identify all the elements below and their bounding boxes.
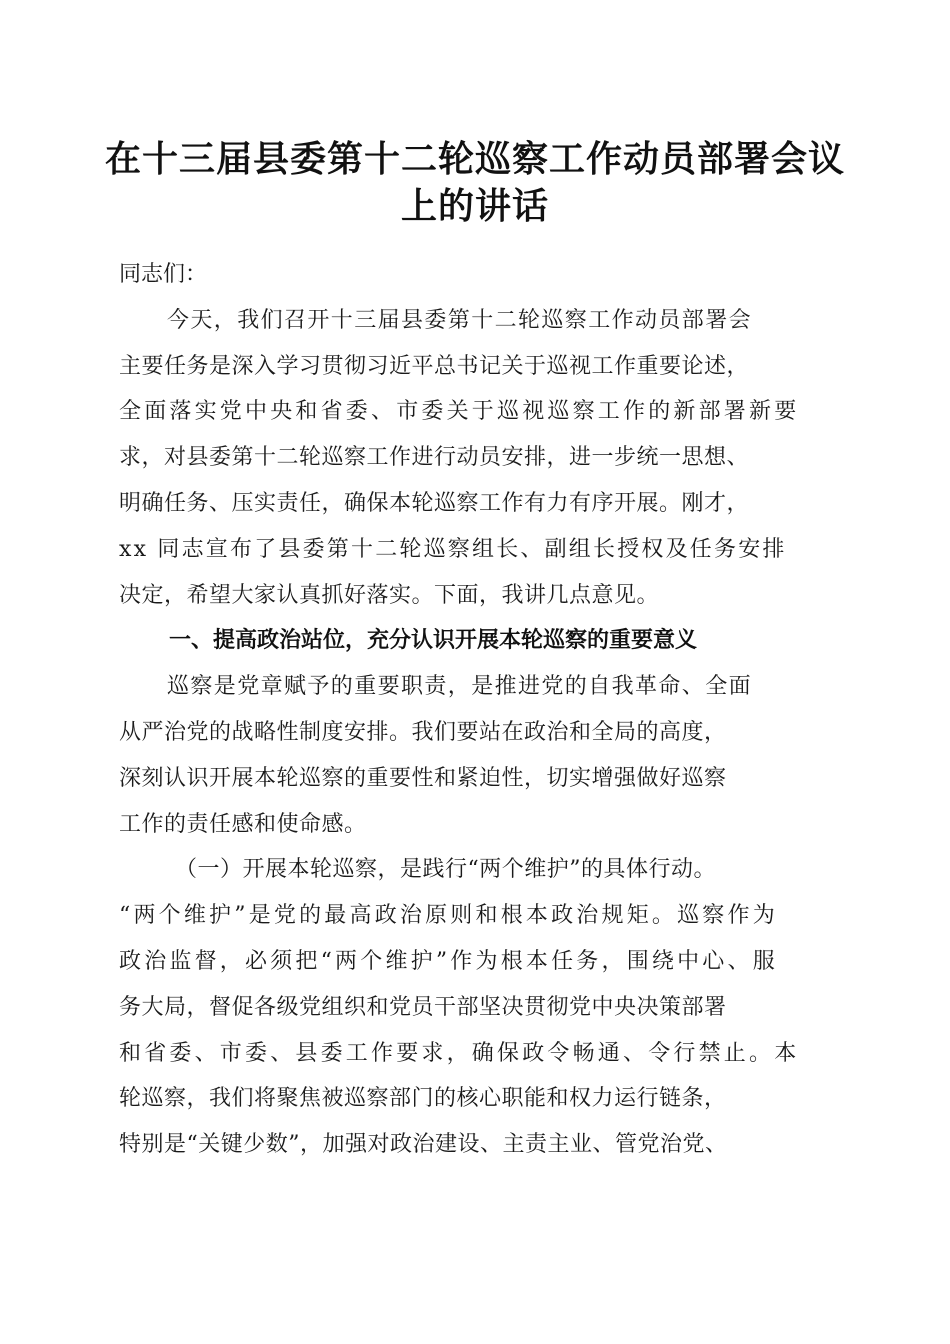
- paragraph-line: 全面落实党中央和省委、市委关于巡视巡察工作的新部署新要: [119, 399, 800, 425]
- paragraph-line: 明确任务、压实责任，确保本轮巡察工作有力有序开展。刚才，: [119, 490, 750, 516]
- paragraph-line: 轮巡察，我们将聚焦被巡察部门的核心职能和权力运行链条，: [119, 1086, 727, 1112]
- paragraph-line: 深刻认识开展本轮巡察的重要性和紧迫性，切实增强做好巡察: [119, 765, 727, 791]
- paragraph-line: 工作的责任感和使命感。: [119, 811, 367, 837]
- paragraph-line: 巡察是党章赋予的重要职责，是推进党的自我革命、全面: [167, 674, 753, 700]
- paragraph-line: 今天，我们召开十三届县委第十二轮巡察工作动员部署会: [167, 307, 753, 333]
- paragraph-line: xx 同志宣布了县委第十二轮巡察组长、副组长授权及任务安排: [119, 536, 787, 562]
- paragraph-line: “两个维护”是党的最高政治原则和根本政治规矩。巡察作为: [119, 903, 778, 929]
- document-body: [119, 252, 835, 1168]
- paragraph-line: 主要任务是深入学习贯彻习近平总书记关于巡视工作重要论述，: [119, 353, 750, 379]
- title-line-1: 在十三届县委第十二轮巡察工作动员部署会议: [104, 138, 845, 180]
- document-title: [100, 136, 850, 230]
- paragraph-line: 和省委、市委、县委工作要求，确保政令畅通、令行禁止。本: [119, 1040, 800, 1066]
- paragraph-line: 从严治党的战略性制度安排。我们要站在政治和全局的高度，: [119, 719, 727, 745]
- paragraph-line: 务大局，督促各级党组织和党员干部坚决贯彻党中央决策部署: [119, 994, 727, 1020]
- subsection-heading: （一）开展本轮巡察，是践行“两个维护”的具体行动。: [175, 857, 716, 883]
- paragraph-line: 政治监督，必须把“两个维护”作为根本任务，围绕中心、服: [119, 948, 778, 974]
- paragraph-line: 求，对县委第十二轮巡察工作进行动员安排，进一步统一思想、: [119, 445, 750, 471]
- paragraph-line: 决定，希望大家认真抓好落实。下面，我讲几点意见。: [119, 582, 660, 608]
- section-heading: 一、提高政治站位，充分认识开展本轮巡察的重要意义: [169, 628, 698, 654]
- paragraph-line: 特别是“关键少数”，加强对政治建设、主责主业、管党治党、: [119, 1132, 728, 1158]
- title-line-2: 上的讲话: [400, 185, 549, 227]
- salutation: 同志们：: [119, 262, 208, 287]
